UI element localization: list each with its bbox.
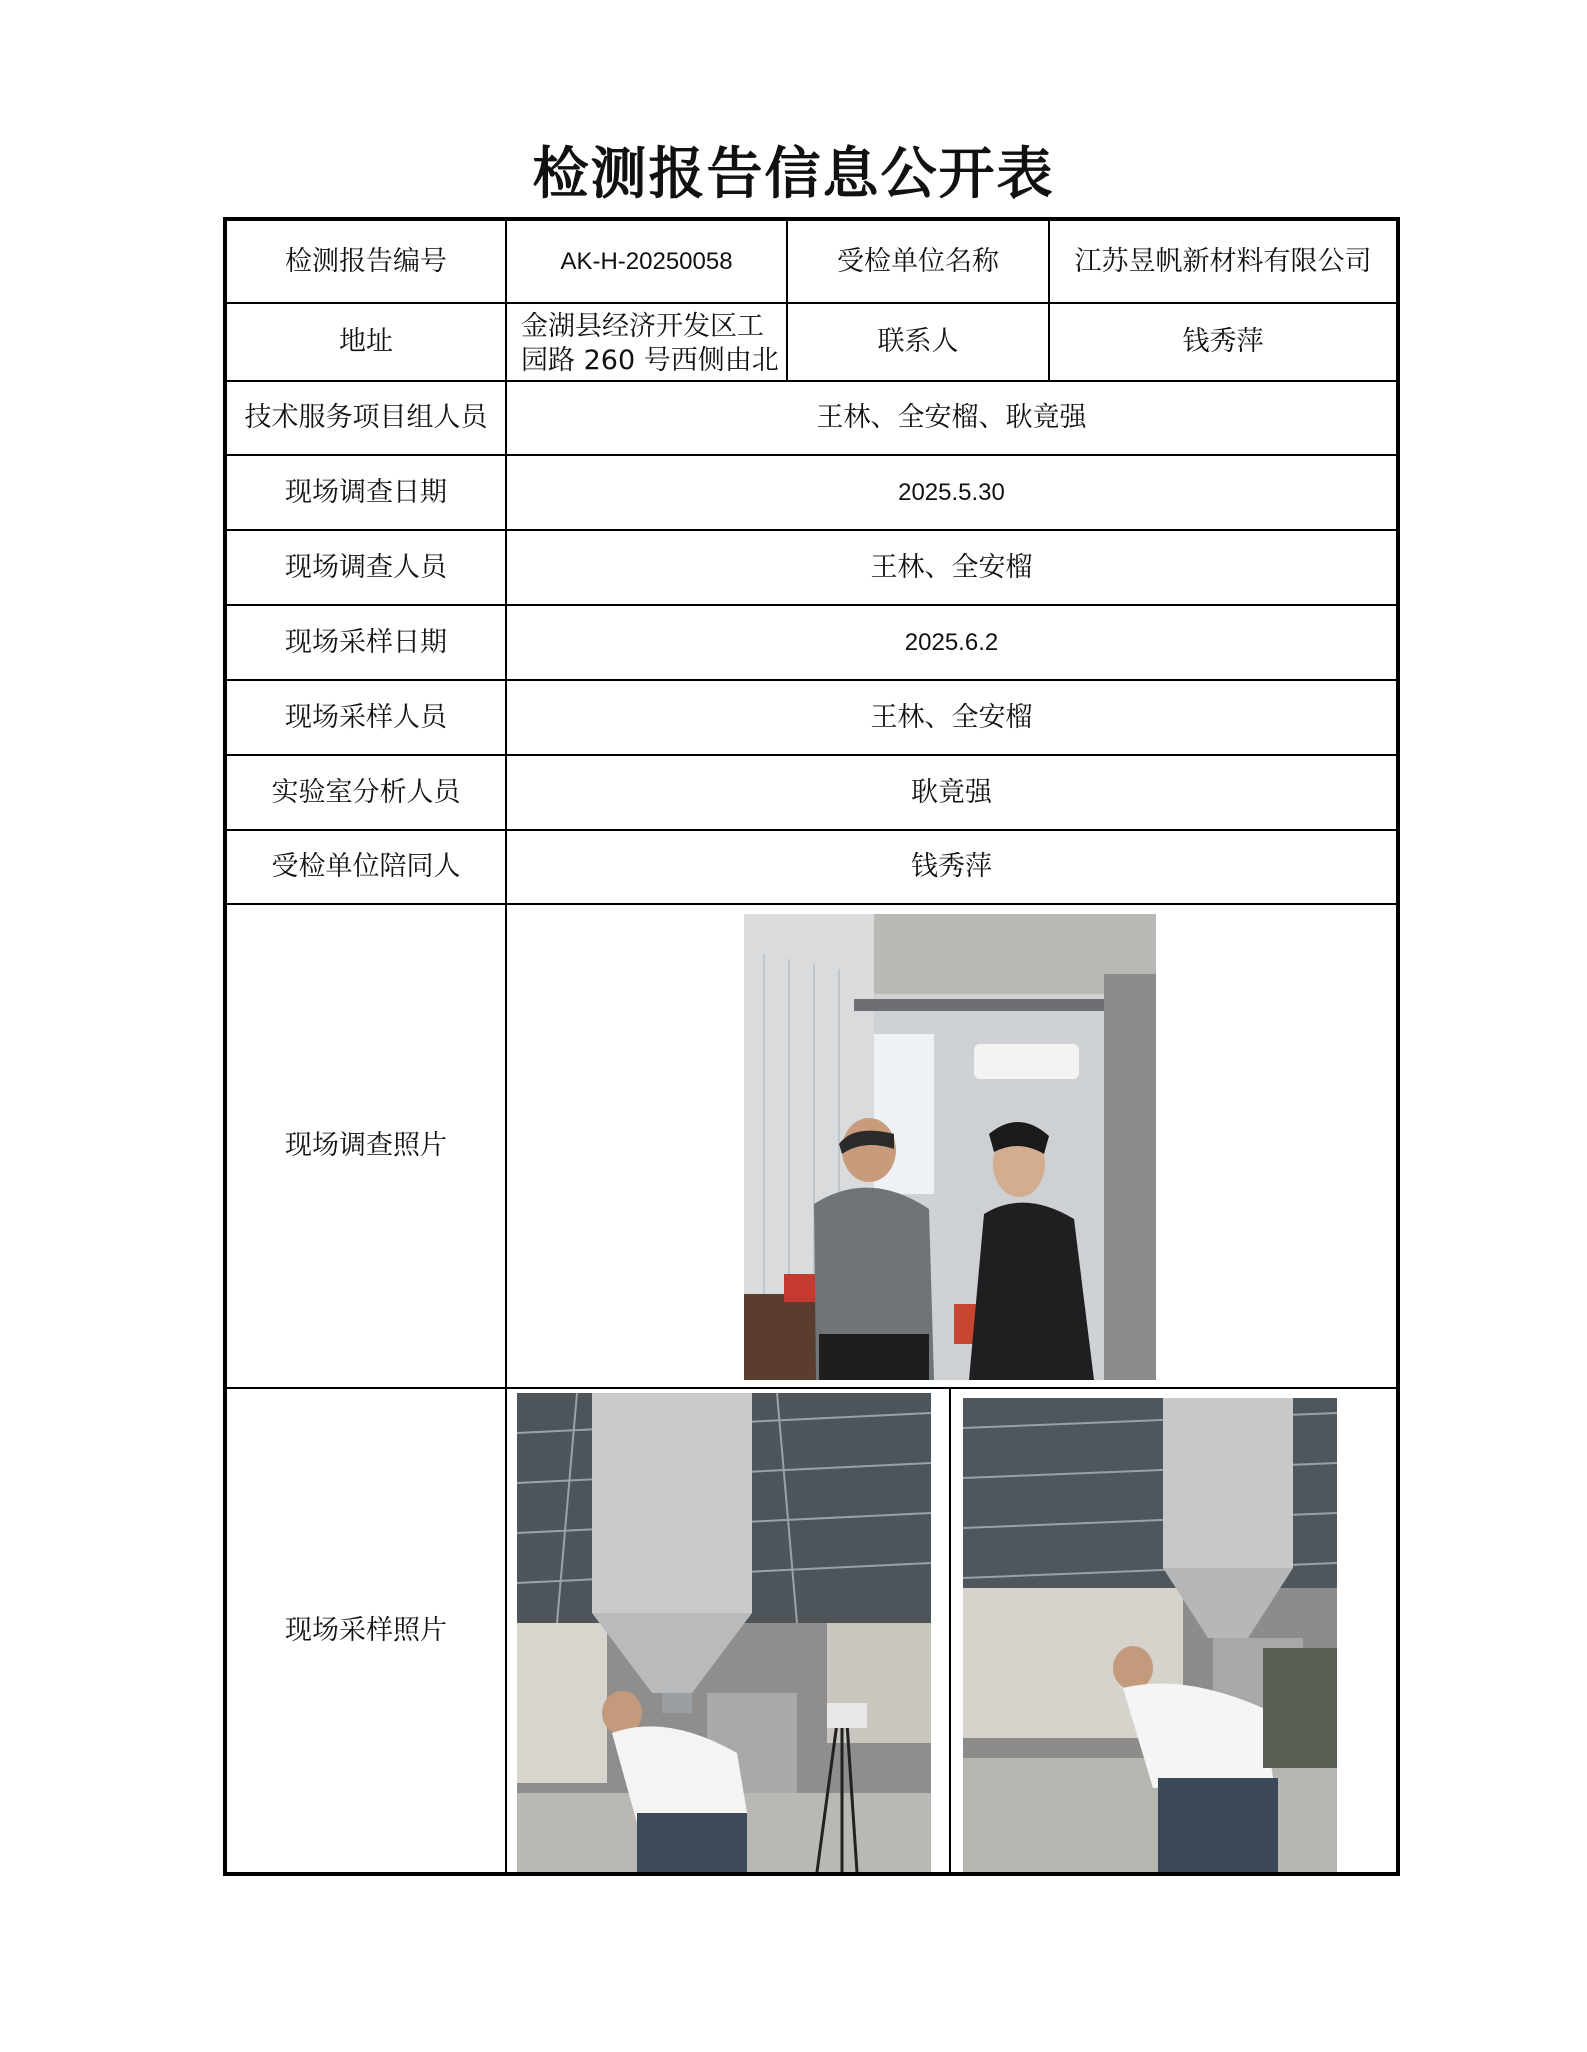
survey-photo (744, 914, 1156, 1380)
contact-label: 联系人 (877, 326, 959, 357)
sampling-photo-1 (517, 1393, 931, 1872)
address-line-2: 园路 260 号西侧由北 (521, 345, 779, 376)
page-title: 检测报告信息公开表 (532, 141, 1055, 207)
row-label-survey-date: 现场调查日期 (285, 476, 447, 508)
sampling-photo-label: 现场采样照片 (285, 1614, 447, 1646)
sampling-photo-2 (963, 1398, 1337, 1872)
report-no-value: AK-H-20250058 (560, 247, 733, 275)
unit-label: 受检单位名称 (837, 245, 999, 277)
unit-value: 江苏昱帆新材料有限公司 (1074, 245, 1372, 277)
row-label-sampling-staff: 现场采样人员 (285, 701, 447, 733)
row-label-team: 技术服务项目组人员 (244, 402, 488, 433)
address-label: 地址 (339, 326, 393, 357)
row-value-lab-staff: 耿竟强 (911, 776, 992, 808)
row-value-escort: 钱秀萍 (911, 851, 992, 882)
address-line-1: 金湖县经济开发区工 (521, 311, 764, 342)
row-label-escort: 受检单位陪同人 (271, 851, 461, 882)
row-label-sampling-date: 现场采样日期 (285, 626, 447, 658)
row-label-lab-staff: 实验室分析人员 (271, 776, 461, 808)
report-no-label: 检测报告编号 (285, 245, 447, 277)
row-value-sampling-date: 2025.6.2 (904, 628, 999, 656)
row-label-survey-staff: 现场调查人员 (285, 551, 447, 583)
row-value-sampling-staff: 王林、全安榴 (870, 701, 1033, 733)
address-value (507, 304, 786, 380)
contact-value: 钱秀萍 (1182, 326, 1264, 357)
row-value-survey-date: 2025.5.30 (898, 478, 1005, 506)
survey-photo-label: 现场调查照片 (285, 1130, 447, 1161)
info-table (223, 217, 1400, 1876)
row-value-team: 王林、全安榴、耿竟强 (816, 402, 1087, 433)
row-value-survey-staff: 王林、全安榴 (870, 551, 1033, 583)
